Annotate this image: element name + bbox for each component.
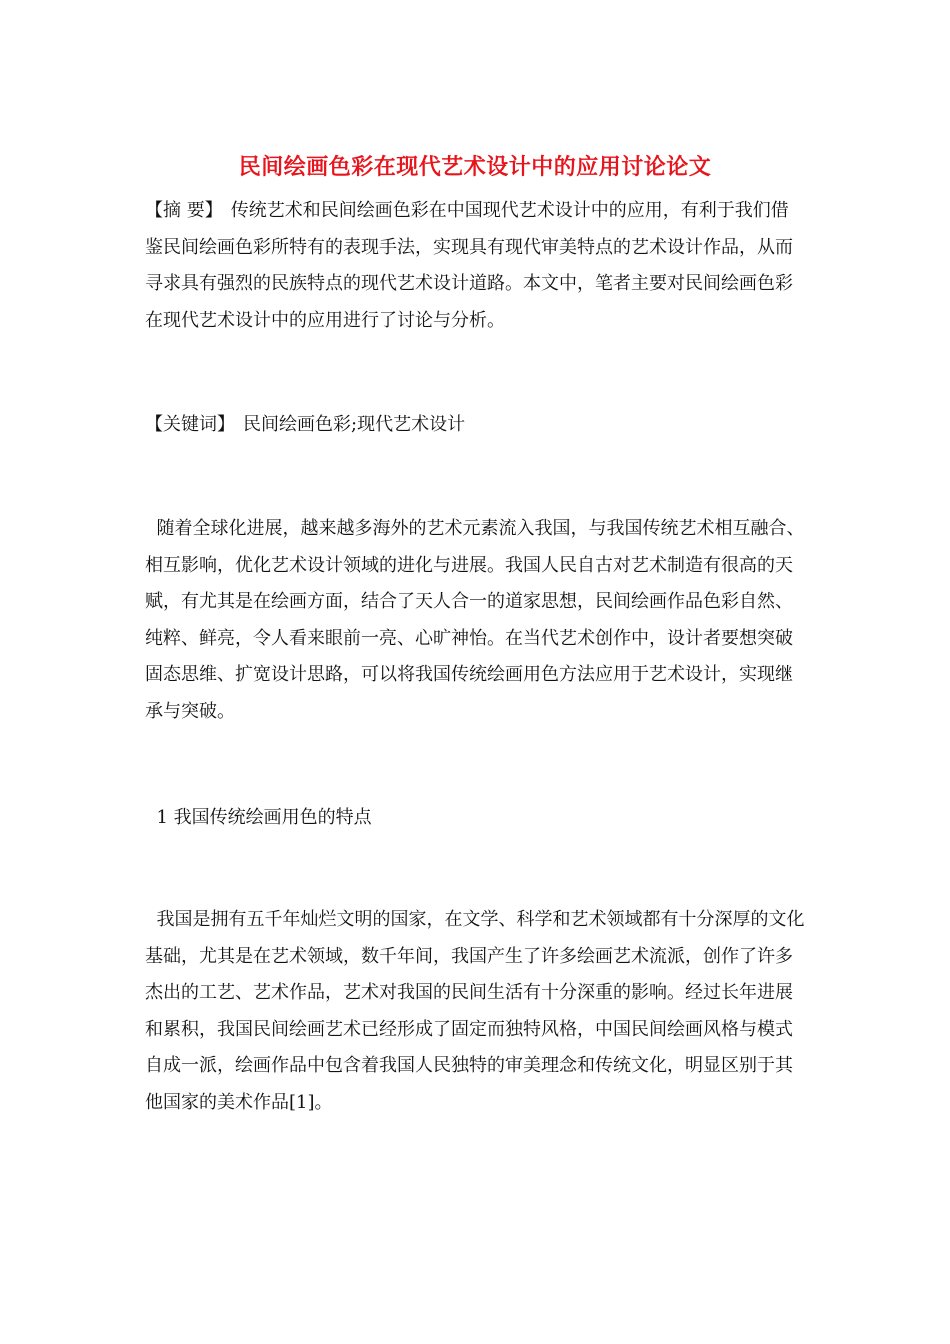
section-text: 我国是拥有五千年灿烂文明的国家，在文学、科学和艺术领域都有十分深厚的文化基础，尤其是在艺术领域，数千年间，我国产生了许多绘画艺术流派，创作了许多杰出的工艺、艺术作品，艺术对我国的民间生活有十分深重的影响。经过长年进展和累积，我国民间绘画艺术已经形成了固定而独特风格，中国民间绘画风格与模式自成一派，绘画作品中包含着我国人民独特的审美理念和传统文化，明显区别于其他国家的美术作品[1]。 (145, 909, 805, 1113)
keywords-text: 民间绘画色彩;现代艺术设计 (243, 414, 466, 435)
keywords-paragraph (145, 407, 805, 444)
keywords-label: 【关键词】 (145, 414, 235, 435)
section-heading-text: 1 我国传统绘画用色的特点 (156, 807, 372, 828)
section-heading (145, 800, 805, 837)
abstract-label: 【摘 要】 (145, 200, 223, 221)
intro-paragraph (145, 511, 805, 731)
abstract-paragraph (145, 193, 805, 339)
abstract-text: 传统艺术和民间绘画色彩在中国现代艺术设计中的应用，有利于我们借鉴民间绘画色彩所特有的表现手法，实现具有现代审美特点的艺术设计作品，从而寻求具有强烈的民族特点的现代艺术设计道路。本文中，笔者主要对民间绘画色彩在现代艺术设计中的应用进行了讨论与分析。 (145, 200, 793, 331)
document-title: 民间绘画色彩在现代艺术设计中的应用讨论论文 (238, 154, 712, 180)
intro-text: 随着全球化进展，越来越多海外的艺术元素流入我国，与我国传统艺术相互融合、相互影响，优化艺术设计领域的进化与进展。我国人民自古对艺术制造有很高的天赋，有尤其是在绘画方面，结合了天人合一的道家思想，民间绘画作品色彩自然、纯粹、鲜亮，令人看来眼前一亮、心旷神怡。在当代艺术创作中，设计者要想突破固态思维、扩宽设计思路，可以将我国传统绘画用色方法应用于艺术设计，实现继承与突破。 (145, 518, 805, 722)
section-paragraph (145, 902, 805, 1122)
